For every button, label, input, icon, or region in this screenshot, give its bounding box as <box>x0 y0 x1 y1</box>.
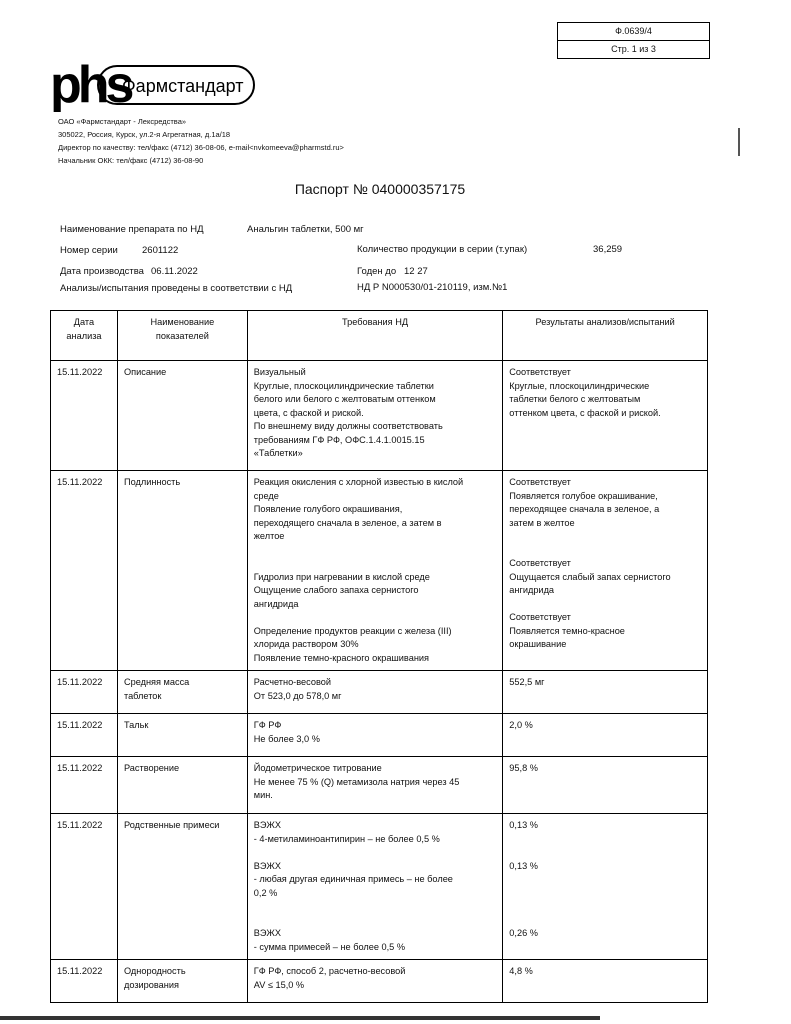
cell-indicator: Однородность дозирования <box>117 960 247 1003</box>
form-code: Ф.0639/4 <box>615 26 652 36</box>
cell-result: Соответствует Круглые, плоскоцилиндрические таблетки белого с желтоватым оттенком цвета, с фаской и риской. <box>503 361 708 471</box>
cell-requirement: Йодометрическое титрование Не менее 75 % (Q) метамизола натрия через 45 мин. <box>247 757 503 814</box>
cell-indicator: Тальк <box>117 714 247 757</box>
cell-indicator: Средняя масса таблеток <box>117 671 247 714</box>
header-date: Дата анализа <box>51 311 118 361</box>
table-row <box>51 814 708 960</box>
form-code-box <box>557 22 710 59</box>
page-number: Стр. 1 из 3 <box>558 40 709 58</box>
cell-requirement: ВЭЖХ - 4-метиламиноантипирин – не более 0,5 % ВЭЖХ - любая другая единичная примесь – не более 0,2 % ВЭЖХ - сумма примесей – не более 0,5 % <box>247 814 503 960</box>
table-row <box>51 361 708 471</box>
table-row <box>51 471 708 671</box>
header-results: Результаты анализов/испытаний <box>503 311 708 361</box>
cell-date: 15.11.2022 <box>51 757 118 814</box>
company-address: 305022, Россия, Курск, ул.2-я Агрегатная, д.1а/18 <box>58 130 231 139</box>
cell-date: 15.11.2022 <box>51 361 118 471</box>
table-row <box>51 671 708 714</box>
production-date-value: 06.11.2022 <box>151 266 198 277</box>
cell-indicator: Родственные примеси <box>117 814 247 960</box>
cell-indicator: Подлинность <box>117 471 247 671</box>
cell-date: 15.11.2022 <box>51 671 118 714</box>
cell-date: 15.11.2022 <box>51 960 118 1003</box>
cell-result: 2,0 % <box>503 714 708 757</box>
page-title: Паспорт № 040000357175 <box>294 181 466 197</box>
scan-mark <box>738 128 740 156</box>
quantity-label: Количество продукции в серии (т.упак) <box>357 244 528 255</box>
cell-indicator: Растворение <box>117 757 247 814</box>
table-row <box>51 757 708 814</box>
company-logo <box>48 58 258 117</box>
cell-result: 552,5 мг <box>503 671 708 714</box>
header-indicator: Наименование показателей <box>117 311 247 361</box>
drug-label: Наименование препарата по НД <box>60 224 204 235</box>
analysis-table <box>50 310 708 1003</box>
series-label: Номер серии <box>60 245 118 256</box>
drug-value: Анальгин таблетки, 500 мг <box>247 224 364 235</box>
table-row <box>51 714 708 757</box>
table-header-row <box>51 311 708 361</box>
cell-date: 15.11.2022 <box>51 714 118 757</box>
cell-requirement: Визуальный Круглые, плоскоцилиндрические таблетки белого или белого с желтоватым оттенком цвета, с фаской и риской. По внешнему виду должны соответствовать требованиям ГФ РФ, ОФС.1.4.1.0015.15 «Таблетки» <box>247 361 503 471</box>
nd-label: Анализы/испытания проведены в соответствии с НД <box>60 283 293 294</box>
series-value: 2601122 <box>142 245 179 256</box>
logo-mark: phs <box>50 58 131 112</box>
table-row <box>51 960 708 1003</box>
quantity-value: 36,259 <box>593 244 623 255</box>
cell-result: 4,8 % <box>503 960 708 1003</box>
cell-date: 15.11.2022 <box>51 471 118 671</box>
company-name: ОАО «Фармстандарт - Лексредства» <box>58 117 187 126</box>
cell-result: 0,13 % 0,13 % 0,26 % <box>503 814 708 960</box>
nd-value: НД Р N000530/01-210119, изм.№1 <box>357 282 508 293</box>
cell-result: Соответствует Появляется голубое окрашивание, переходящее сначала в зеленое, а затем в желтое Соответствует Ощущается слабый запах сернистого ангидрида Соответствует Появляется темно-красное окрашивание <box>503 471 708 671</box>
cell-result: 95,8 % <box>503 757 708 814</box>
quality-director-contact: Директор по качеству: тел/факс (4712) 36-08-06, e-mail<nvkomeeva@pharmstd.ru> <box>58 143 344 152</box>
expiry-label: Годен до <box>357 266 397 277</box>
cell-indicator: Описание <box>117 361 247 471</box>
cell-requirement: Расчетно-весовой От 523,0 до 578,0 мг <box>247 671 503 714</box>
cell-requirement: ГФ РФ Не более 3,0 % <box>247 714 503 757</box>
cell-requirement: ГФ РФ, способ 2, расчетно-весовой AV ≤ 15,0 % <box>247 960 503 1003</box>
cell-date: 15.11.2022 <box>51 814 118 960</box>
logo-name: Фармстандарт <box>122 76 244 96</box>
scan-edge-line <box>0 1016 600 1020</box>
cell-requirement: Реакция окисления с хлорной известью в кислой среде Появление голубого окрашивания, переходящего сначала в зеленое, а затем в желтое Гидролиз при нагревании в кислой среде Ощущение слабого запаха сернистого ангидрида Определение продуктов реакции с железа (III) хлорида раствором 30% Появление темно-красного окрашивания <box>247 471 503 671</box>
expiry-value: 12 27 <box>404 266 428 277</box>
production-date-label: Дата производства <box>60 266 144 277</box>
header-requirements: Требования НД <box>247 311 503 361</box>
okk-head-contact: Начальник ОКК: тел/факс (4712) 36-08-90 <box>58 156 204 165</box>
